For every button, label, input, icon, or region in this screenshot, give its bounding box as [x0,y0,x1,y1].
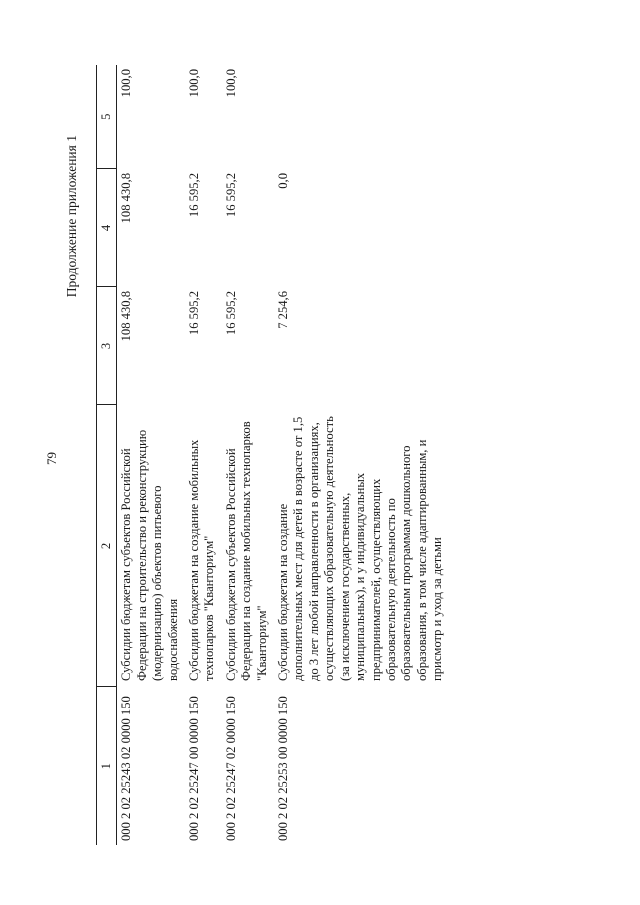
row-code: 000 2 02 25253 00 0000 150 [276,696,291,841]
continuation-label: Продолжение приложения 1 [64,135,79,298]
row-col5: 100,0 [223,69,238,98]
row-name: Субсидии бюджетам субъектов Российской Федерации на строительство и реконструкцию (модернизацию) объектов питьевого водоснабжения [119,429,180,681]
header-col-2: 2 [97,405,117,687]
budget-table [96,65,450,845]
row-name: Субсидии бюджетам на создание мобильных технопарков "Кванториум" [187,439,217,681]
row-col4: 108 430,8 [119,173,134,224]
table-row [222,65,274,845]
row-code: 000 2 02 25247 02 0000 150 [223,696,238,841]
row-col3: 108 430,8 [119,291,134,342]
row-name: Субсидии бюджетам субъектов Российской Федерации на создание мобильных технопарков "Кванториум" [223,421,269,681]
table-row [117,65,185,845]
row-col3: 7 254,6 [276,291,291,329]
header-col-5: 5 [97,65,117,169]
page-number: 79 [44,452,59,465]
row-code: 000 2 02 25243 02 0000 150 [119,696,134,841]
header-col-3: 3 [97,287,117,405]
header-col-1: 1 [97,687,117,845]
table-row [185,65,222,845]
row-name: Субсидии бюджетам на создание дополнительных мест для детей в возрасте от 1,5 до 3 лет любой направленности в организациях, осуществляющих образовательную деятельность (за исключением государственных, муниципальных), и у индивидуальных предпринимателей, осуществляющих образовательную деятельность по образовательным программам дошкольного образования, в том числе адаптированным, и присмотр и уход за детьми [276,416,445,681]
row-col5: 100,0 [187,69,202,98]
row-col4: 16 595,2 [187,173,202,218]
row-col5: 100,0 [119,69,134,98]
header-col-4: 4 [97,169,117,287]
row-col3: 16 595,2 [187,291,202,336]
row-col4: 16 595,2 [223,173,238,218]
row-col5 [274,65,449,169]
table-header-row [97,65,117,845]
row-col4: 0,0 [276,173,291,189]
table-row [274,65,449,845]
row-code: 000 2 02 25247 00 0000 150 [187,696,202,841]
row-col3: 16 595,2 [223,291,238,336]
